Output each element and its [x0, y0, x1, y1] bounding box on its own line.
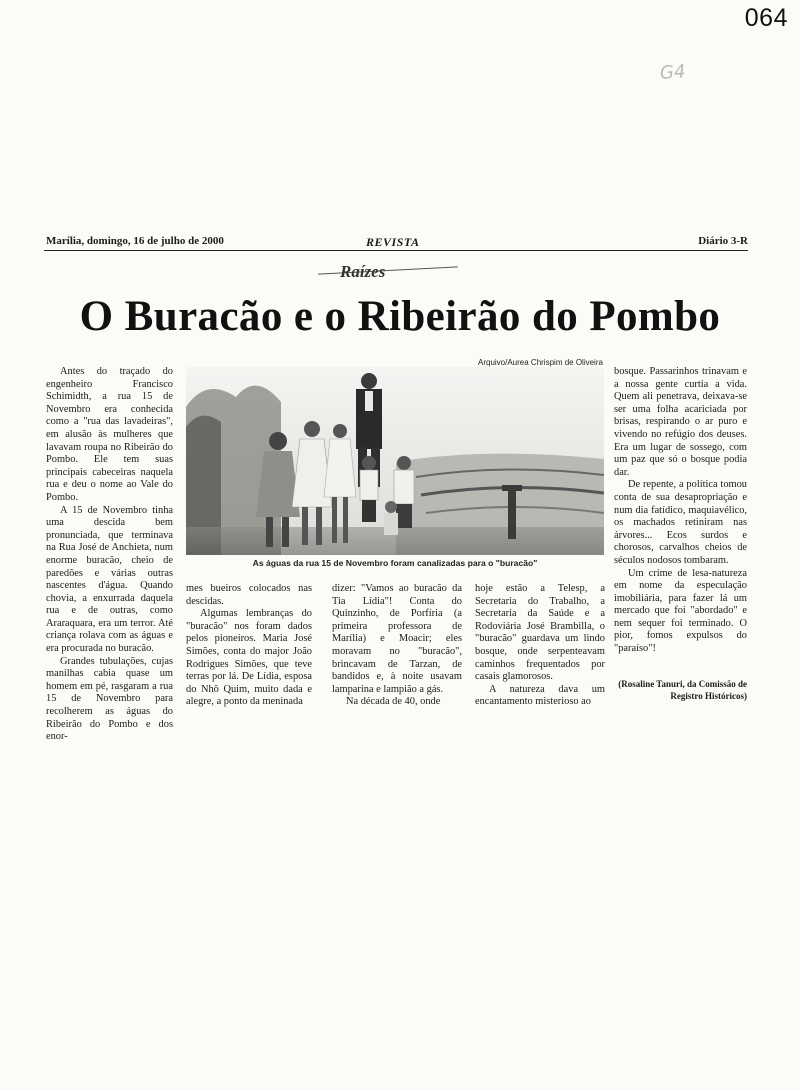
photo-credit: Arquivo/Aurea Chrispim de Oliveira: [478, 358, 603, 367]
masthead-page-label: Diário 3-R: [698, 235, 748, 247]
handwritten-annotation: G4: [659, 61, 687, 84]
masthead-divider: [44, 250, 748, 251]
page-number: 064: [744, 4, 788, 32]
masthead-date: Marília, domingo, 16 de julho de 2000: [46, 235, 224, 247]
paragraph: Na década de 40, onde: [346, 696, 441, 708]
paragraph: bosque. Passarinhos trinavam e a nossa gente curtia a vida. Quem ali penetrava, deixava-se ser uma folha acariciada por brisas, respirando o ar puro e vivendo no refúgio dos deuses. Era um lugar de sossego, com um paz que só o bosque podia dar.: [614, 366, 747, 478]
paragraph: De repente, a política tomou conta de sua desapropriação e num dia fatídico, maquiavélico, os machados retiniram nas árvores... Ecos surdos e chorosos, carvalhos cheios de séculos nodosos tombaram.: [614, 479, 747, 566]
section-kicker: Raízes: [340, 262, 386, 281]
paragraph: Antes do traçado do engenheiro Francisco Schimidth, a rua 15 de Novembro era conhecida como a "rua das lavadeiras", em alusão às mulheres que lavavam roupa no Ribeirão do Pombo. Ele tem suas principais cabeceiras naquela rua e deu o nome ao Vale do Pombo.: [46, 366, 173, 503]
paragraph: hoje estão a Telesp, a Secretaria do Trabalho, a Secretaria da Saúde e a Rodoviária José Brambilla, o "buracão" guardava um lindo bosque, onde serpenteavam caminhos frequentados por casais glamorosos.: [475, 583, 605, 683]
article-column-5: [614, 366, 747, 656]
paragraph: Um crime de lesa-natureza em nome da especulação imobiliária, para fazer lá um mercado que foi "abordado" e nem sequer foi terminado. O pior, fomos expulsos do "paraíso"!: [614, 567, 747, 655]
paragraph: A natureza dava um encantamento misterioso ao: [475, 683, 605, 708]
article-photo: [186, 367, 604, 555]
paragraph: mes bueiros colocados nas descidas.: [186, 583, 312, 607]
photo-caption: As águas da rua 15 de Novembro foram canalizadas para o "buracão": [252, 558, 538, 568]
article-column-2: [186, 583, 312, 709]
article-headline: O Buracão e o Ribeirão do Pombo: [79, 293, 721, 340]
masthead-section: REVISTA: [366, 235, 420, 249]
article-column-1: [46, 366, 173, 744]
paragraph: A 15 de Novembro tinha uma descida bem pronunciada, que terminava na Rua José de Anchieta, num enorme buracão, cheio de paredões e várias outras nascentes d'água. Quando chovia, a enxurrada daquela rua e de outras, como Araraquara, era um terror. Até criança rolava com as águas e era procurada no buracão.: [46, 504, 173, 655]
paragraph: Algumas lembranças do "buracão" nos foram dados pelos pioneiros. Maria José Simões, conta do major João Rodrigues Simões, que teve terras por lá. De Lídia, esposa do Nhô Quim, muito dada e alegre, a ponto da meninada: [186, 608, 312, 708]
article-column-4: [475, 583, 605, 709]
paragraph: dizer: "Vamos ao buracão da Tia Lídia"! Conta do Quinzinho, de Porfíria (a primeira professora de Marília) e Moacir; eles moravam no "buracão", brincavam de Tarzan, de bandidos e, à noite usavam lamparina e lampião a gás.: [332, 583, 462, 695]
article-author: (Rosaline Tanuri, da Comissão de Registro Históricos): [618, 679, 747, 701]
paragraph: Grandes tubulações, cujas manilhas cabia quase um homem em pé, rasgaram a rua 15 de Novembro para recolherem as águas do Ribeirão do Pombo e dos enor-: [46, 655, 173, 743]
article-column-3: [332, 583, 462, 709]
family-photo-illustration: [186, 367, 604, 555]
